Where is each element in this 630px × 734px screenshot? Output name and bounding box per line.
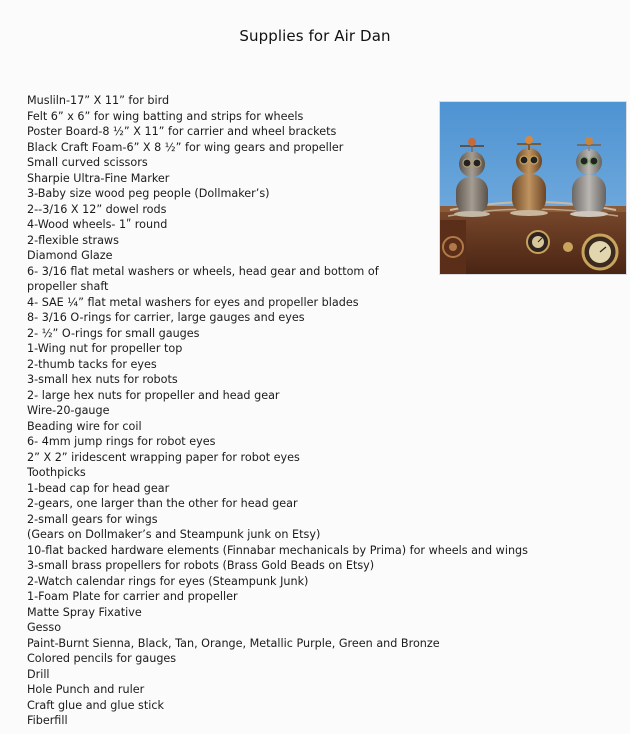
supply-item: Hole Punch and ruler — [27, 683, 145, 696]
supply-item: Sharpie Ultra-Fine Marker — [27, 171, 170, 185]
supply-item: 2-small gears for wings — [27, 512, 158, 526]
supply-item: 3-Baby size wood peg people (Dollmaker’s) — [27, 187, 270, 200]
supply-item: 2- ½” O-rings for small gauges — [27, 326, 200, 340]
supply-item: Colored pencils for gauges — [27, 652, 177, 665]
supply-item: Drill — [27, 667, 50, 681]
supply-item: Small curved scissors — [27, 156, 148, 169]
supply-item: 6- 3/16 flat metal washers or wheels, head gear and bottom of — [27, 264, 379, 278]
supply-item: Musliln-17” X 11” for bird — [27, 94, 170, 107]
supply-item: 2-Watch calendar rings for eyes (Steampunk Junk) — [27, 574, 309, 588]
supply-item: 3-small hex nuts for robots — [27, 373, 178, 386]
supply-item: 2-thumb tacks for eyes — [27, 357, 157, 371]
supply-item: 1-bead cap for head gear — [27, 481, 170, 495]
supply-item: propeller shaft — [27, 280, 109, 293]
supply-item: (Gears on Dollmaker’s and Steampunk junk on Etsy) — [27, 528, 321, 541]
supply-item: 2” X 2” iridescent wrapping paper for robot eyes — [27, 450, 300, 464]
supply-item: Beading wire for coil — [27, 419, 142, 433]
robots-photo — [439, 101, 627, 275]
supply-item: 10-flat backed hardware elements (Finnabar mechanicals by Prima) for wheels and wings — [27, 543, 528, 557]
robots-photo-illustration — [440, 102, 626, 274]
supply-item: 2--3/16 X 12” dowel rods — [27, 202, 167, 216]
supply-item: Toothpicks — [27, 466, 86, 479]
supply-item: Paint-Burnt Sienna, Black, Tan, Orange, Metallic Purple, Green and Bronze — [27, 636, 440, 650]
supply-item: Craft glue and glue stick — [27, 698, 164, 712]
document-title: Supplies for Air Dan — [239, 27, 391, 45]
supply-item: 1-Foam Plate for carrier and propeller — [27, 590, 238, 603]
supply-item: 4- SAE ¼” flat metal washers for eyes and propeller blades — [27, 295, 359, 309]
supply-item: Poster Board-8 ½” X 11” for carrier and wheel brackets — [27, 125, 337, 138]
supply-item: Fiberfill — [27, 714, 68, 727]
supply-item: Wire-20-gauge — [27, 404, 110, 417]
supply-item: 4-Wood wheels- 1ʺ round — [27, 218, 168, 231]
supply-item: 6- 4mm jump rings for robot eyes — [27, 435, 216, 448]
supply-item: 3-small brass propellers for robots (Brass Gold Beads on Etsy) — [27, 559, 375, 572]
supply-item: 2- large hex nuts for propeller and head gear — [27, 388, 280, 402]
supply-item: 8- 3/16 O-rings for carrier, large gauges and eyes — [27, 311, 305, 324]
supply-item: Gesso — [27, 621, 62, 634]
supply-item: 1-Wing nut for propeller top — [27, 342, 183, 355]
supply-item: Matte Spray Fixative — [27, 605, 142, 619]
supply-item: 2-gears, one larger than the other for head gear — [27, 497, 298, 510]
supply-item: 2-flexible straws — [27, 233, 119, 247]
supply-item: Black Craft Foam-6” X 8 ½” for wing gears and propeller — [27, 140, 344, 154]
supply-item: Felt 6” x 6” for wing batting and strips for wheels — [27, 109, 304, 123]
supply-item: Diamond Glaze — [27, 249, 113, 262]
